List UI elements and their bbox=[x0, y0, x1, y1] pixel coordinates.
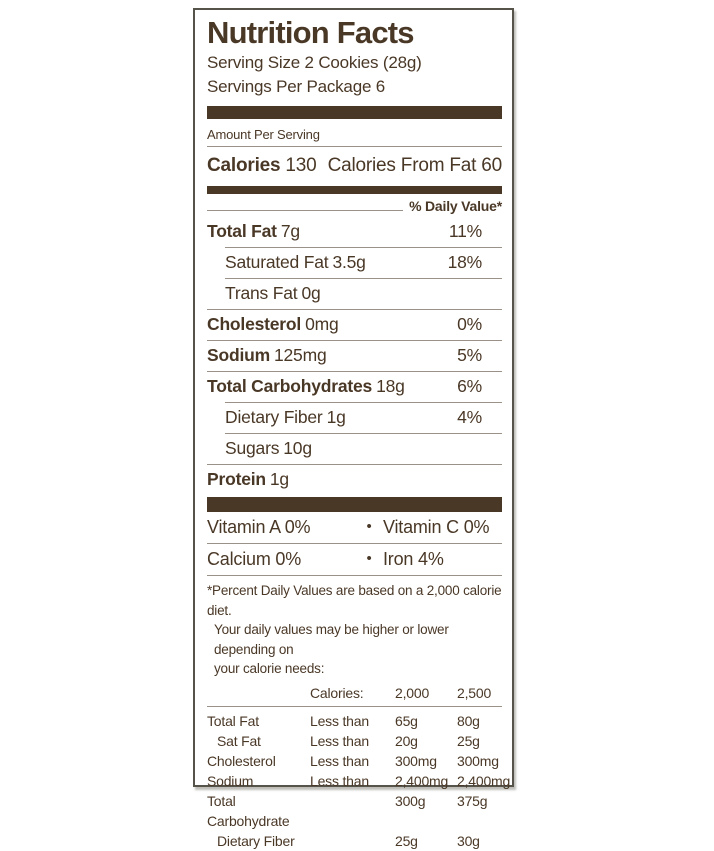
calories-from-fat-value: 60 bbox=[481, 155, 502, 176]
ref-2500-value: 300mg bbox=[457, 752, 499, 769]
ref-2500-value: 30g bbox=[457, 832, 480, 849]
nutrient-dv: 4% bbox=[457, 407, 482, 427]
reference-col-2000: 2,000 bbox=[395, 684, 430, 701]
ref-name: Total Carbohydrate bbox=[207, 792, 290, 829]
reference-table bbox=[207, 711, 511, 851]
ref-name: Total Fat bbox=[207, 712, 259, 729]
ref-2000-value: 65g bbox=[395, 712, 418, 729]
nutrient-dv: 18% bbox=[447, 252, 482, 272]
daily-value-header-row bbox=[207, 194, 502, 217]
nutrient-row-saturated-fat bbox=[225, 247, 502, 278]
nutrient-name: Dietary Fiber bbox=[225, 407, 323, 427]
ref-qualifier bbox=[310, 831, 395, 851]
ref-2500-value: 25g bbox=[457, 732, 480, 749]
nutrient-row-sodium bbox=[207, 340, 502, 371]
nutrient-amount: 7g bbox=[280, 221, 300, 241]
label-title: Nutrition Facts bbox=[207, 15, 414, 50]
ref-name: Cholesterol bbox=[207, 752, 276, 769]
reference-row-cholesterol bbox=[207, 751, 502, 771]
reference-calories-label: Calories: bbox=[310, 684, 364, 701]
iron-value: Iron 4% bbox=[383, 549, 444, 569]
ref-qualifier: Less than bbox=[310, 712, 369, 729]
nutrient-name: Protein bbox=[207, 469, 266, 489]
vitamin-row bbox=[207, 512, 502, 544]
nutrient-dv: 11% bbox=[448, 221, 482, 241]
nutrient-dv: 6% bbox=[457, 376, 482, 396]
ref-2000-value: 20g bbox=[395, 732, 418, 749]
nutrient-name: Cholesterol bbox=[207, 314, 302, 334]
nutrient-row-sugars bbox=[225, 433, 502, 464]
reference-table-header bbox=[207, 679, 502, 707]
vitamin-a-value: Vitamin A 0% bbox=[207, 517, 311, 537]
hairline-rule bbox=[207, 210, 403, 211]
ref-qualifier: Less than bbox=[310, 732, 369, 749]
reference-row-sodium bbox=[207, 771, 511, 791]
nutrient-name: Trans Fat bbox=[225, 283, 298, 303]
nutrient-amount: 0mg bbox=[305, 314, 339, 334]
nutrient-amount: 3.5g bbox=[332, 252, 366, 272]
nutrient-row-trans-fat bbox=[225, 278, 502, 309]
calories-from-fat-label: Calories From Fat bbox=[327, 155, 477, 176]
ref-name: Dietary Fiber bbox=[217, 832, 295, 849]
nutrient-dv: 0% bbox=[457, 314, 482, 334]
nutrient-name: Total Carbohydrates bbox=[207, 376, 373, 396]
ref-2000-value: 300g bbox=[395, 792, 426, 809]
bullet-icon: • bbox=[366, 550, 372, 567]
nutrient-dv: 5% bbox=[457, 345, 482, 365]
ref-2500-value: 375g bbox=[457, 792, 488, 809]
nutrient-row-total-fat bbox=[207, 217, 502, 247]
ref-name: Sodium bbox=[207, 772, 254, 789]
ref-2000-value: 25g bbox=[395, 832, 418, 849]
nutrient-name: Saturated Fat bbox=[225, 252, 329, 272]
vitamin-c-value: Vitamin C 0% bbox=[383, 517, 490, 537]
nutrient-row-cholesterol bbox=[207, 309, 502, 340]
reference-col-2500: 2,500 bbox=[457, 684, 492, 701]
ref-qualifier: Less than bbox=[310, 752, 369, 769]
footnote bbox=[207, 576, 502, 679]
calories-label: Calories bbox=[207, 155, 281, 176]
bullet-icon: • bbox=[366, 518, 372, 535]
footnote-line: Your daily values may be higher or lower depending on bbox=[214, 622, 449, 657]
ref-2000-value: 2,400mg bbox=[395, 772, 449, 789]
calories-value: 130 bbox=[285, 155, 317, 176]
amount-per-serving: Amount Per Serving bbox=[207, 119, 502, 147]
reference-row-total-fat bbox=[207, 711, 502, 731]
reference-row-sat-fat bbox=[207, 731, 502, 751]
calories-row bbox=[207, 147, 502, 186]
ref-2500-value: 80g bbox=[457, 712, 480, 729]
ref-2500-value: 2,400mg bbox=[457, 772, 511, 789]
ref-qualifier bbox=[310, 791, 395, 831]
nutrient-name: Total Fat bbox=[207, 221, 277, 241]
thick-separator-bar bbox=[207, 497, 502, 512]
ref-qualifier: Less than bbox=[310, 772, 369, 789]
nutrition-facts-label bbox=[193, 8, 514, 849]
reference-row-total-carbohydrate bbox=[207, 791, 502, 831]
nutrient-row-dietary-fiber bbox=[225, 402, 502, 433]
calories-from-fat bbox=[328, 155, 502, 177]
calories bbox=[207, 155, 317, 177]
nutrient-amount: 18g bbox=[376, 376, 405, 396]
serving-size: Serving Size 2 Cookies (28g) bbox=[207, 53, 422, 72]
nutrient-row-protein bbox=[207, 464, 502, 495]
daily-value-header: % Daily Value* bbox=[409, 198, 502, 214]
nutrient-amount: 10g bbox=[283, 438, 312, 458]
thick-separator-bar bbox=[207, 106, 502, 119]
nutrient-name: Sugars bbox=[225, 438, 280, 458]
nutrient-row-total-carbohydrates bbox=[207, 371, 502, 402]
nutrient-amount: 125mg bbox=[273, 345, 327, 365]
ref-2000-value: 300mg bbox=[395, 752, 437, 769]
nutrient-name: Sodium bbox=[207, 345, 270, 365]
vitamin-row bbox=[207, 544, 502, 576]
footnote-line: your calorie needs: bbox=[214, 661, 325, 676]
nutrient-amount: 0g bbox=[301, 283, 321, 303]
servings-per-package: Servings Per Package 6 bbox=[207, 77, 385, 96]
calcium-value: Calcium 0% bbox=[207, 549, 302, 569]
medium-separator-bar bbox=[207, 186, 502, 194]
reference-row-dietary-fiber bbox=[207, 831, 502, 851]
footnote-line: *Percent Daily Values are based on a 2,000 calorie diet. bbox=[207, 583, 502, 618]
ref-name: Sat Fat bbox=[217, 732, 261, 749]
nutrient-amount: 1g bbox=[269, 469, 289, 489]
nutrient-amount: 1g bbox=[326, 407, 346, 427]
